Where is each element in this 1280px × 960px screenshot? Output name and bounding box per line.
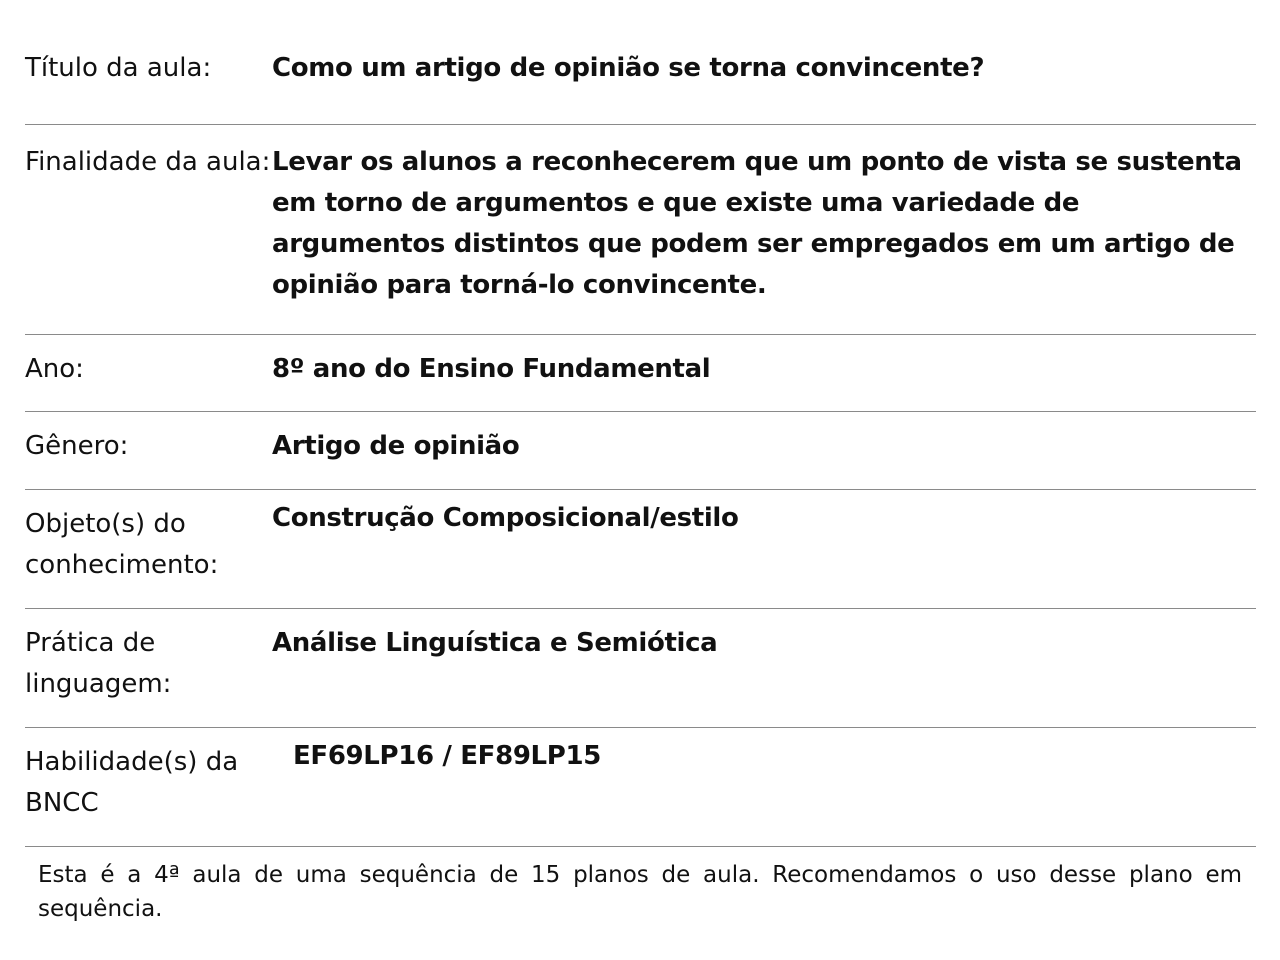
row-pratica <box>25 608 1256 727</box>
row-value: Análise Linguística e Semiótica <box>272 627 718 658</box>
row-objeto <box>25 489 1256 608</box>
row-titulo <box>25 0 1256 124</box>
row-value: Como um artigo de opinião se torna convincente? <box>272 53 985 83</box>
row-label: Objeto(s) do conhecimento: <box>25 508 219 580</box>
sequence-note: Esta é a 4ª aula de uma sequência de 15 planos de aula. Recomendamos o uso desse plano em sequência. <box>38 861 1242 922</box>
row-finalidade <box>25 124 1256 334</box>
row-ano <box>25 334 1256 411</box>
row-genero <box>25 411 1256 489</box>
row-label: Habilidade(s) da BNCC <box>25 746 239 818</box>
row-value: 8º ano do Ensino Fundamental <box>272 353 711 384</box>
lesson-plan-document <box>25 0 1256 926</box>
row-value: Levar os alunos a reconhecerem que um ponto de vista se sustenta em torno de argumentos e que existe uma variedade de argumentos distintos que podem ser empregados em um artigo de opinião para torná-lo convincente. <box>272 146 1242 300</box>
row-label: Ano: <box>25 353 84 384</box>
row-value: EF69LP16 / EF89LP15 <box>293 740 601 771</box>
row-label: Finalidade da aula: <box>25 146 271 177</box>
lesson-plan-table <box>25 0 1256 847</box>
row-label: Título da aula: <box>25 53 212 83</box>
row-value: Construção Composicional/estilo <box>272 502 739 533</box>
row-label: Prática de linguagem: <box>25 627 172 699</box>
row-habilidade <box>25 727 1256 846</box>
row-label: Gênero: <box>25 430 129 461</box>
row-value: Artigo de opinião <box>272 430 520 461</box>
